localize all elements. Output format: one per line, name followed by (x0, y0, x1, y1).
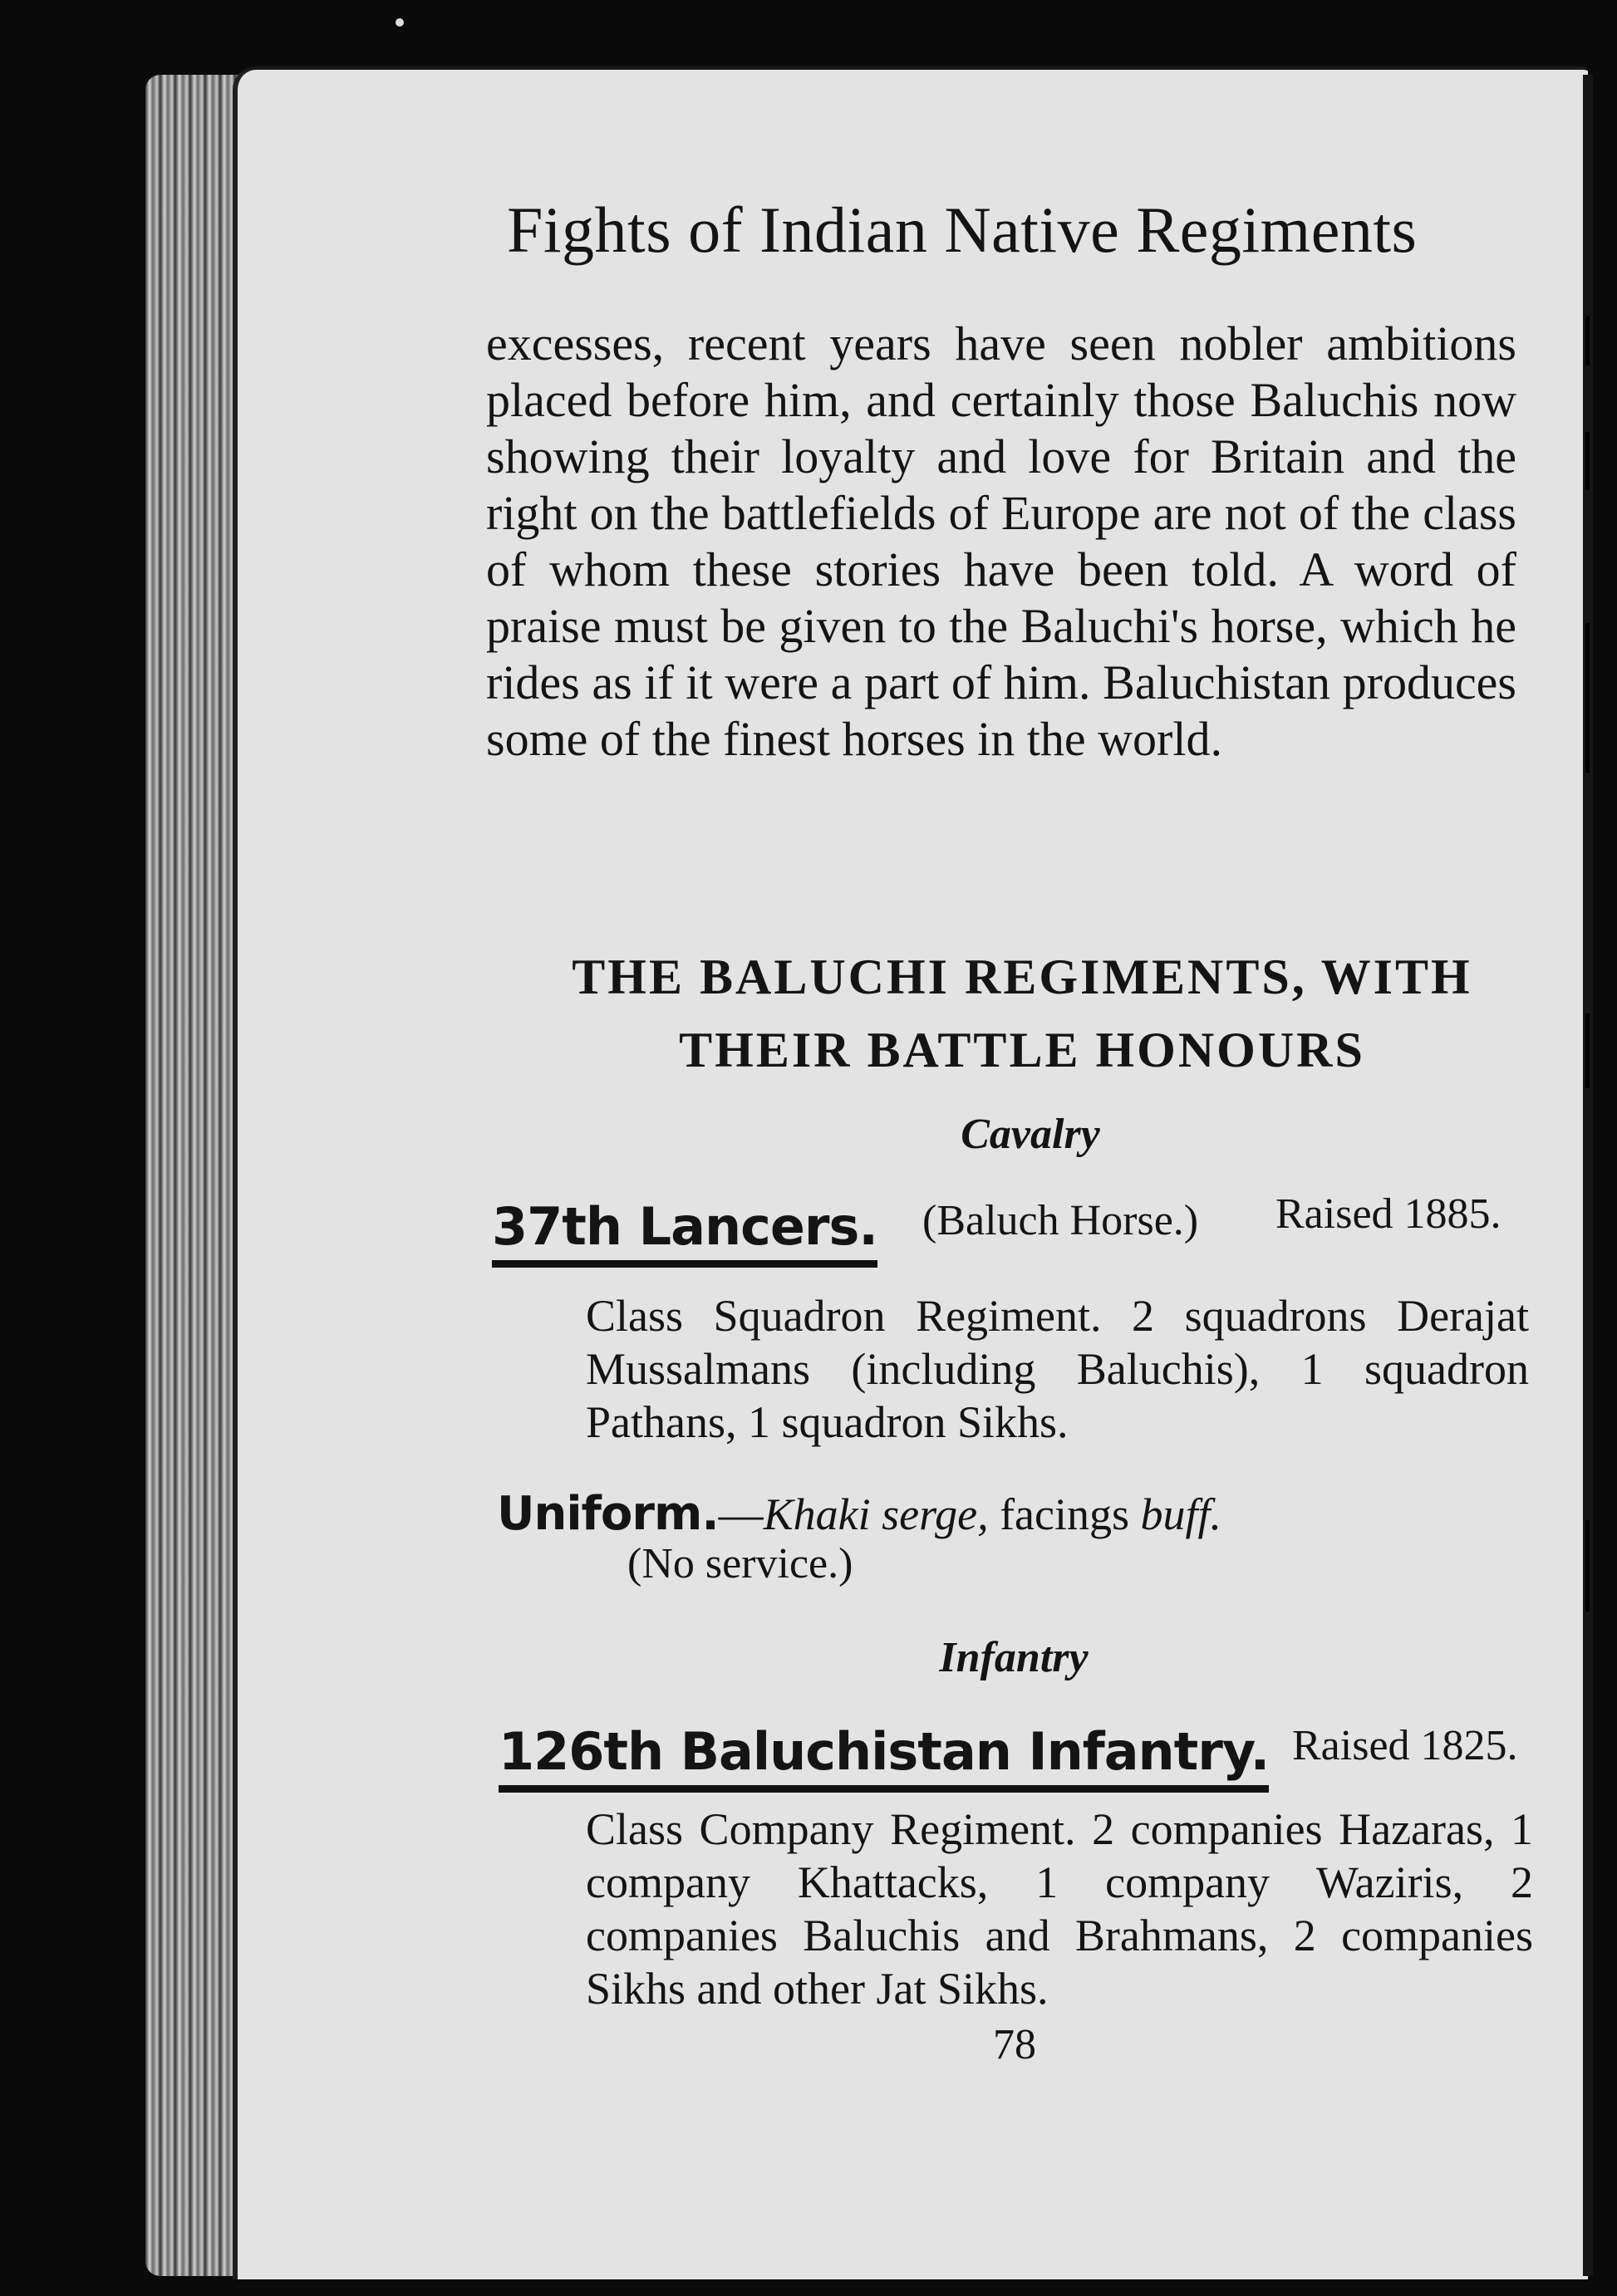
cavalry-raised: Raised 1885. (1275, 1190, 1502, 1238)
section-heading (515, 940, 1529, 1087)
uniform-colour: Khaki serge, (763, 1489, 989, 1539)
uniform-facing-colour: buff. (1140, 1489, 1222, 1539)
cavalry-alt-name: (Baluch Horse.) (922, 1197, 1199, 1244)
cavalry-subheading: Cavalry (961, 1111, 1100, 1158)
body-paragraph-text: excesses, recent years have seen nobler ambitions placed before him, and certainly those Baluchis now showing their loyalty and love for Britain and the right on the battlefields of Europe are not of the class of whom these stories have been told. A word of praise must be given to the Baluchi's horse, which he rides as if it were a part of him. Baluchistan produces some of the finest horses in the world. (486, 316, 1516, 766)
infantry-description: Class Company Regiment. 2 companies Hazaras, 1 company Khattacks, 1 company Waziris, 2 companies Baluchis and Brahmans, 2 companies Sikhs and other Jat Sikhs. (586, 1804, 1533, 2014)
uniform-facings-label: facings (1000, 1489, 1130, 1539)
running-head: Fights of Indian Native Regiments (507, 194, 1418, 266)
cavalry-regiment-name: 37th Lancers. (492, 1196, 877, 1268)
book-page-edges (145, 75, 241, 2276)
section-heading-line-1: THE BALUCHI REGIMENTS, WITH (572, 949, 1472, 1004)
facing-page-edge (1583, 75, 1593, 2276)
cavalry-description: Class Squadron Regiment. 2 squadrons Derajat Mussalmans (including Baluchis), 1 squadron Pathans, 1 squadron Sikhs. (586, 1291, 1529, 1447)
section-heading-line-2: THEIR BATTLE HONOURS (679, 1023, 1365, 1077)
infantry-raised: Raised 1825. (1292, 1722, 1518, 1769)
cavalry-uniform (497, 1487, 1221, 1541)
uniform-label: Uniform. (497, 1487, 719, 1541)
uniform-dash: — (718, 1489, 764, 1539)
film-dust-speck (396, 18, 404, 27)
cavalry-service: (No service.) (627, 1540, 853, 1587)
body-paragraph (486, 316, 1516, 768)
infantry-subheading: Infantry (939, 1634, 1089, 1681)
infantry-regiment-name: 126th Baluchistan Infantry. (499, 1721, 1269, 1793)
page-number: 78 (993, 2021, 1036, 2068)
